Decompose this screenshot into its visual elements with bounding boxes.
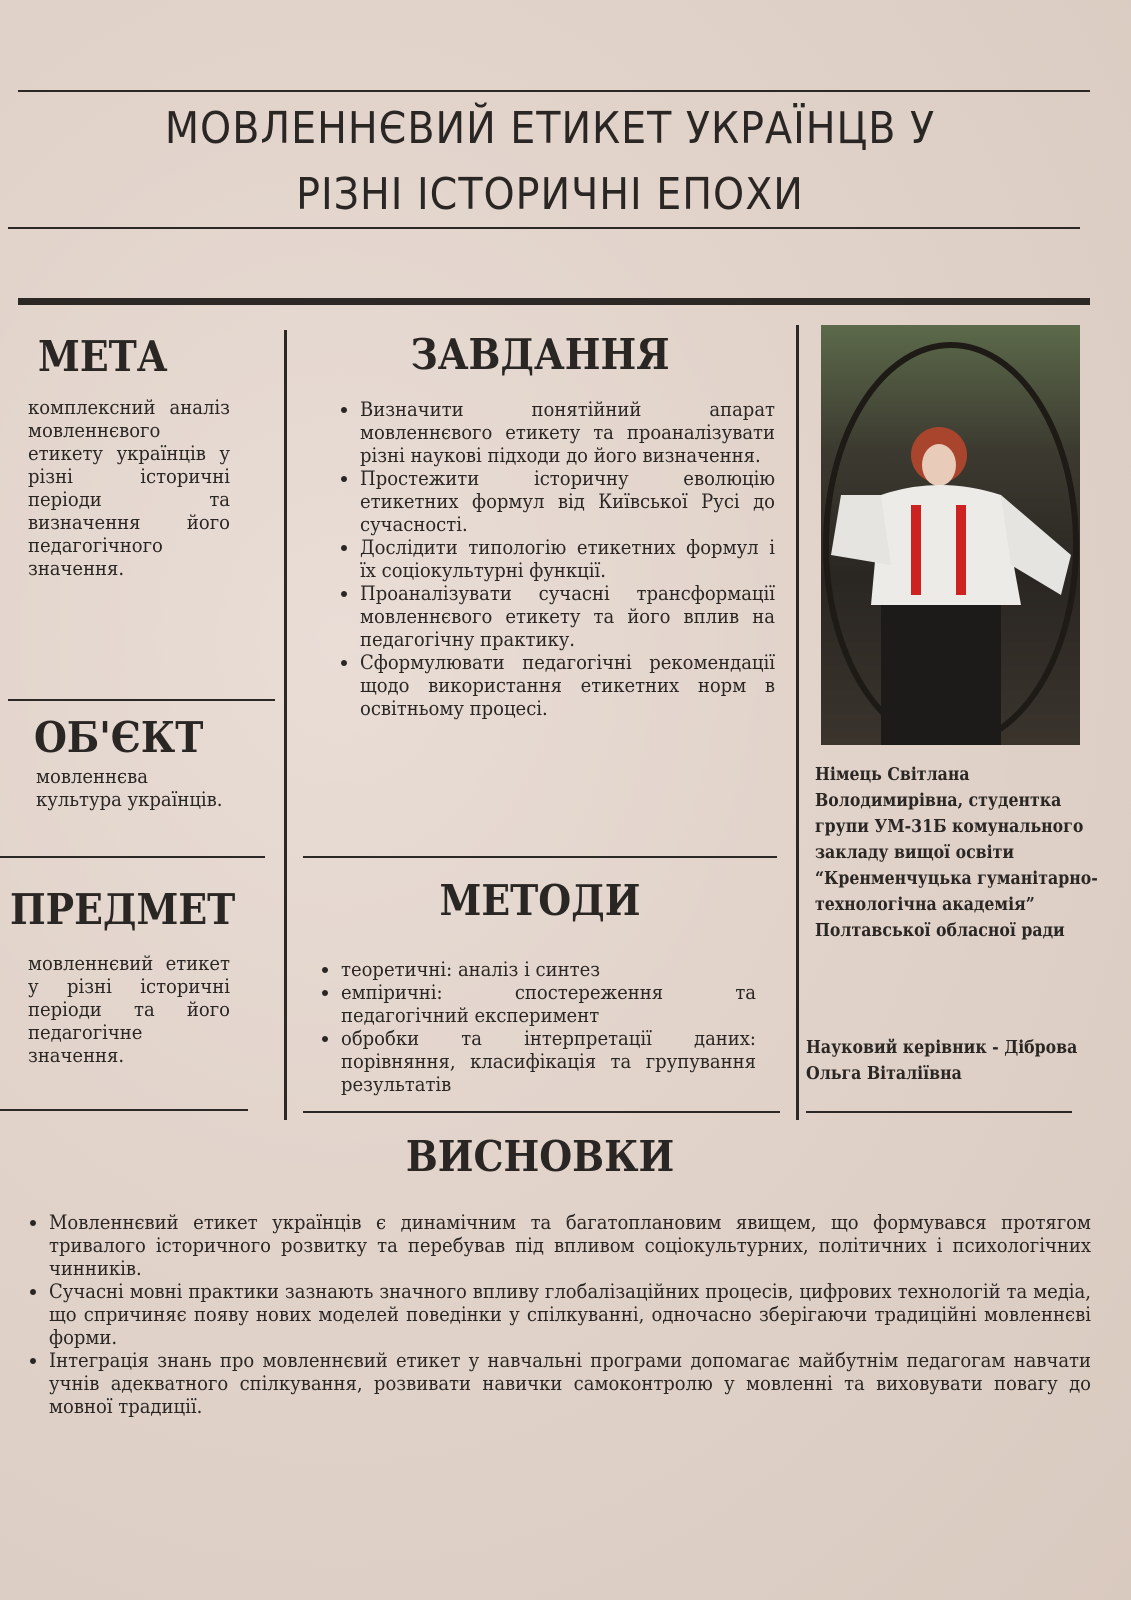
list-item: • Простежити історичну еволюцію етикетних формул від Київської Русі до сучасності. (360, 467, 775, 536)
column-divider (796, 325, 799, 1120)
list-item: • Сучасні мовні практики зазнають значного впливу глобалізаційних процесів, цифрових технологій та медіа, що спричиняє появу нових моделей поведінки у спілкуванні, одночасно зберігаючи традиційні мовленнєві форми. (49, 1280, 1091, 1349)
conclusions-heading: ВИСНОВКИ (405, 1132, 675, 1181)
object-heading: ОБ'ЄКТ (34, 713, 204, 762)
column-divider (284, 330, 287, 1120)
methods-heading: МЕТОДИ (439, 876, 641, 925)
divider (8, 699, 275, 701)
tasks-list (340, 398, 775, 720)
list-item: • Сформулювати педагогічні рекомендації щодо використання етикетних норм в освітньому процесі. (360, 651, 775, 720)
list-item: • Інтеграція знань про мовленнєвий етикет у навчальні програми допомагає майбутнім педагогам навчати учнів адекватного спілкування, розвивати навички самоконтролю у мовленні та виховувати повагу до мовної традиції. (49, 1349, 1091, 1418)
list-item: • обробки та інтерпретації даних: порівняння, класифікація та групування результатів (341, 1027, 756, 1096)
page-title-line1: МОВЛЕННЄВИЙ ЕТИКЕТ УКРАЇНЦВ У (164, 103, 936, 154)
divider-thick (18, 298, 1090, 305)
list-item: • Мовленнєвий етикет українців є динамічним та багатоплановим явищем, що формувався протягом тривалого історичного розвитку та перебував під впливом соціокультурних, політичних і психологічних чинників. (49, 1211, 1091, 1280)
divider (303, 1111, 780, 1113)
author-photo (821, 325, 1080, 745)
list-item: • емпіричні: спостереження та педагогічний експеримент (341, 981, 756, 1027)
divider (0, 856, 265, 858)
tasks-heading: ЗАВДАННЯ (410, 330, 670, 379)
meta-text: комплексний аналіз мовленнєвого етикету українців у різні історичні періоди та визначення його педагогічного значення. (28, 395, 230, 580)
subject-heading: ПРЕДМЕТ (10, 885, 236, 934)
methods-list (321, 958, 756, 1096)
supervisor-info: Науковий керівник - Діброва Ольга Віталіївна (806, 1038, 1078, 1084)
list-item: • Визначити понятійний апарат мовленнєвого етикету та проаналізувати різні наукові підходи до його визначення. (360, 398, 775, 467)
list-item: • Проаналізувати сучасні трансформації мовленнєвого етикету та його вплив на педагогічну практику. (360, 582, 775, 651)
author-info: Німець Світлана Володимирівна, студентка групи УМ-31Б комунального закладу вищої освіти “Кренменчуцька гуманітарно-технологічна академія” Полтавської обласної ради (815, 765, 1098, 941)
list-item: • Дослідити типологію етикетних формул і їх соціокультурні функції. (360, 536, 775, 582)
list-item: • теоретичні: аналіз і синтез (341, 958, 756, 981)
conclusions-list (29, 1211, 1091, 1418)
divider (8, 227, 1080, 229)
divider (806, 1111, 1072, 1113)
meta-heading: МЕТА (38, 332, 168, 381)
subject-text: мовленнєвий етикет у різні історичні періоди та його педагогічне значення. (28, 951, 230, 1067)
divider (303, 856, 777, 858)
divider (18, 90, 1090, 92)
object-text: мовленнєва культура українців. (36, 764, 223, 811)
photo-illustration (821, 325, 1080, 745)
divider (0, 1109, 248, 1111)
page-title-line2: РІЗНІ ІСТОРИЧНІ ЕПОХИ (296, 169, 804, 220)
